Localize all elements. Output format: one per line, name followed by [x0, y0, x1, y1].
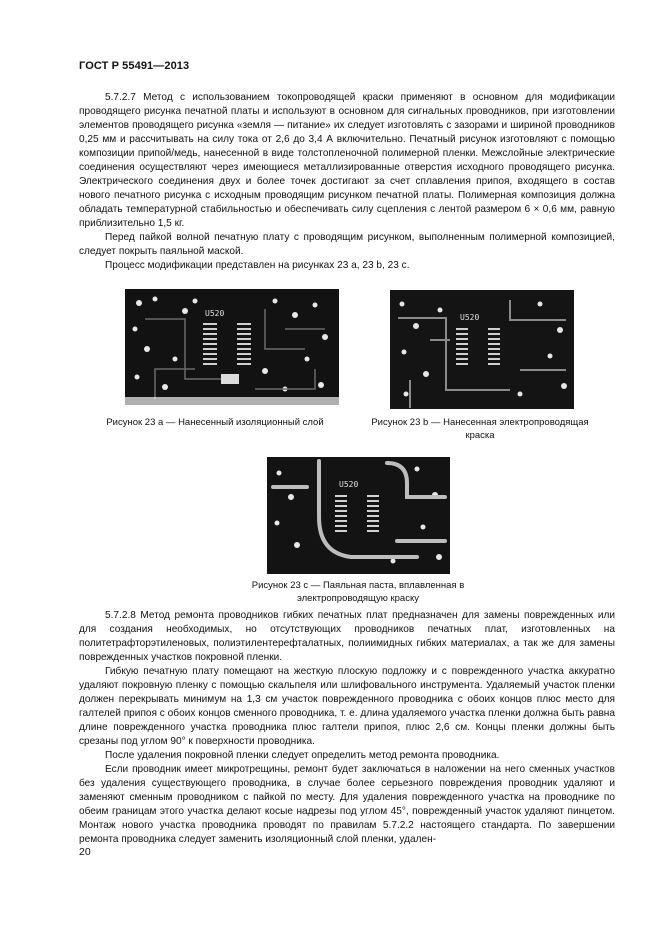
pcb-conductive-ink-photo: [390, 290, 574, 409]
figure-23b-caption: [360, 416, 600, 442]
text-block-5-7-2-8: [79, 609, 615, 847]
pcb-solder-paste-photo: [267, 457, 450, 574]
figure-23b-image: [390, 290, 574, 409]
pcb-insulation-layer-photo: [125, 289, 339, 405]
page-number: 20: [79, 846, 91, 858]
paragraph: 5.7.2.7 Метод с использованием токопроводящей краски применяют в основном для модификации проводящего рисунка печатной платы и используют в основном для сигнальных проводников, при изготовлении элементов проводящего рисунка «земля — питание» их следует изготовлять с зазорами и шириной проводников 0,25 мм и рассчитывать на силу тока от 2,6 до 3,4 А включительно. Печатный рисунок изготовляют с помощью композиции припой/медь, нанесенной в виде толстопленочной полимерной пленки. Межслойные электрические соединения осуществляют через имеющиеся металлизированные отверстия исходного проводящего рисунка. Электрического соединения двух и более точек достигают за счет сплавления припоя, входящего в состав нового печатного рисунка с исходным проводящим рисунком печатной платы. Полимерная композиция должна обладать температурной стабильностью и обеспечивать силу сцепления с лентой размером 6 × 0,6 мм, равную приблизительно 1,5 кг.: [79, 92, 615, 229]
figure-23a-caption: Рисунок 23 а — Нанесенный изоляционный слой: [106, 417, 324, 428]
figure-23a-image: [125, 289, 339, 405]
caption-line: Рисунок 23 с — Паяльная паста, вплавленная в: [251, 580, 465, 591]
figure-23c-caption: [218, 579, 498, 605]
paragraph: Если проводник имеет микротрещины, ремонт будет заключаться в наложении на него сменных участков без удаления существующего проводника, в случае более серьезного повреждения проводник удаляют и заменяют сменным проводником с пайкой по месту. Для удаления поврежденного участка на проводнике по обеим границам этого участка делают косые надрезы под углом 45°, поврежденный участок удаляют пинцетом. Монтаж нового участка проводника проводят по правилам 5.7.2.2 настоящего стандарта. По завершении ремонта проводника следует заменить изоляционный слой пленки, удален-: [79, 764, 615, 845]
chip-label: U520: [460, 313, 480, 322]
caption-line: Рисунок 23 b — Нанесенная электропроводящая: [371, 417, 589, 428]
caption-line: электропроводящую краску: [297, 593, 419, 604]
text-block-5-7-2-7: [79, 91, 615, 273]
document-header: ГОСТ Р 55491—2013: [79, 60, 190, 72]
caption-line: краска: [465, 430, 495, 441]
paragraph: Процесс модификации представлен на рисунках 23 a, 23 b, 23 c.: [105, 260, 410, 271]
paragraph: После удаления покровной пленки следует определить метод ремонта проводника.: [105, 750, 500, 761]
figure-23c-image: [267, 457, 450, 574]
paragraph: 5.7.2.8 Метод ремонта проводников гибких печатных плат предназначен для замены поврежденных или для создания необходимых, но отсутствующих проводников печатных плат, изготовленных на политетрафторэтиленовых, полиэтилентерефталатных, полиимидных гибких материалах, а так же для замены поврежденных участков покровной пленки.: [79, 610, 615, 663]
paragraph: Перед пайкой волной печатную плату с проводящим рисунком, выполненным полимерной композицией, следует покрыть паяльной маской.: [79, 232, 615, 257]
chip-label: U520: [205, 309, 225, 318]
paragraph: Гибкую печатную плату помещают на жесткую плоскую подложку и с поврежденного участка аккуратно удаляют покровную пленку с помощью скальпеля или шлифовального инструмента. Удаляемый участок пленки должен перекрывать минимум на 1,3 см участок поврежденного проводника с обоих концов плюс место для галтелей припоя с обоих концов сменного проводника, т. е. длина удаляемого участка пленки должна быть равна длине поврежденного участка проводника плюс галтели припоя, плюс 2,6 см. Концы пленки должны быть срезаны под углом 90° к поверхности проводника.: [79, 666, 615, 747]
chip-label: U520: [339, 480, 359, 489]
